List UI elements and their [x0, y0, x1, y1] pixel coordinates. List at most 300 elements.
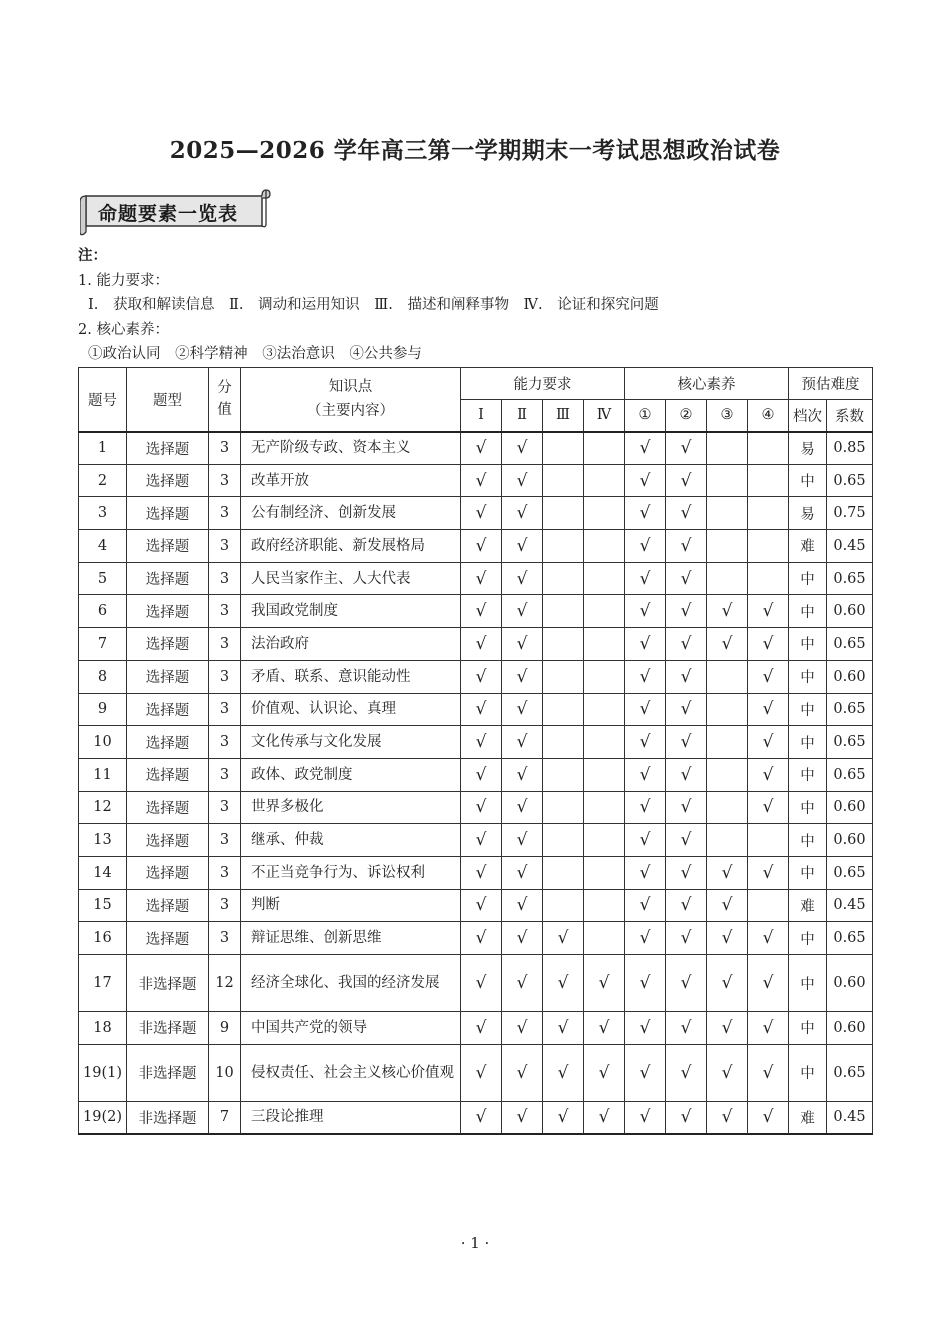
cell-ability-4: √ [584, 1012, 625, 1045]
cell-ability-4 [584, 628, 625, 661]
cell-ability-1: √ [461, 464, 502, 497]
cell-level: 中 [789, 922, 827, 955]
cell-ability-2: √ [502, 464, 543, 497]
cell-num: 19(1) [79, 1044, 127, 1101]
cell-literacy-1: √ [625, 595, 666, 628]
cell-ability-2: √ [502, 595, 543, 628]
cell-ability-1: √ [461, 856, 502, 889]
cell-literacy-3: √ [707, 1012, 748, 1045]
cell-type: 选择题 [127, 628, 209, 661]
cell-level: 中 [789, 856, 827, 889]
cell-score: 3 [209, 824, 241, 857]
cell-coef: 0.75 [827, 497, 873, 530]
cell-literacy-2: √ [666, 955, 707, 1012]
cell-ability-4 [584, 530, 625, 563]
banner-label: 命题要素一览表 [98, 203, 239, 225]
table-row [79, 726, 873, 759]
cell-knowledge: 三段论推理 [241, 1101, 461, 1134]
cell-level: 中 [789, 726, 827, 759]
table-row [79, 791, 873, 824]
cell-score: 12 [209, 955, 241, 1012]
cell-ability-1: √ [461, 595, 502, 628]
cell-level: 中 [789, 1012, 827, 1045]
cell-literacy-4: √ [748, 595, 789, 628]
cell-ability-3: √ [543, 1012, 584, 1045]
cell-coef: 0.60 [827, 595, 873, 628]
table-row [79, 1044, 873, 1101]
cell-score: 3 [209, 464, 241, 497]
cell-level: 中 [789, 758, 827, 791]
cell-score: 3 [209, 856, 241, 889]
cell-score: 3 [209, 628, 241, 661]
cell-score: 3 [209, 922, 241, 955]
table-row [79, 693, 873, 726]
cell-literacy-2: √ [666, 922, 707, 955]
cell-ability-2: √ [502, 432, 543, 465]
table-row [79, 660, 873, 693]
cell-coef: 0.60 [827, 791, 873, 824]
cell-coef: 0.60 [827, 955, 873, 1012]
cell-literacy-3: √ [707, 595, 748, 628]
cell-coef: 0.85 [827, 432, 873, 465]
table-row [79, 922, 873, 955]
cell-coef: 0.45 [827, 1101, 873, 1134]
cell-literacy-3 [707, 464, 748, 497]
cell-coef: 0.65 [827, 562, 873, 595]
header-knowledge-label: 知识点 [328, 379, 373, 396]
cell-type: 选择题 [127, 726, 209, 759]
cell-ability-3: √ [543, 922, 584, 955]
cell-score: 9 [209, 1012, 241, 1045]
table-row [79, 562, 873, 595]
cell-type: 选择题 [127, 530, 209, 563]
cell-literacy-4 [748, 464, 789, 497]
cell-literacy-2: √ [666, 693, 707, 726]
cell-level: 中 [789, 464, 827, 497]
cell-literacy-1: √ [625, 922, 666, 955]
cell-type: 选择题 [127, 595, 209, 628]
cell-ability-2: √ [502, 889, 543, 922]
cell-literacy-2: √ [666, 824, 707, 857]
cell-literacy-2: √ [666, 726, 707, 759]
cell-ability-3 [543, 432, 584, 465]
cell-literacy-4: √ [748, 1044, 789, 1101]
cell-score: 3 [209, 595, 241, 628]
cell-literacy-2: √ [666, 1044, 707, 1101]
cell-ability-4: √ [584, 1044, 625, 1101]
cell-level: 中 [789, 824, 827, 857]
cell-coef: 0.65 [827, 758, 873, 791]
cell-num: 3 [79, 497, 127, 530]
table-row [79, 432, 873, 465]
cell-ability-2: √ [502, 1012, 543, 1045]
cell-coef: 0.60 [827, 1012, 873, 1045]
section-banner [80, 188, 272, 236]
cell-num: 6 [79, 595, 127, 628]
cell-type: 选择题 [127, 464, 209, 497]
cell-literacy-2: √ [666, 628, 707, 661]
cell-literacy-2: √ [666, 856, 707, 889]
table-row [79, 1101, 873, 1134]
cell-ability-2: √ [502, 824, 543, 857]
cell-num: 13 [79, 824, 127, 857]
cell-ability-4: √ [584, 955, 625, 1012]
cell-ability-4 [584, 922, 625, 955]
table-row [79, 464, 873, 497]
cell-literacy-1: √ [625, 693, 666, 726]
table-row [79, 758, 873, 791]
cell-knowledge: 法治政府 [241, 628, 461, 661]
cell-ability-2: √ [502, 856, 543, 889]
cell-coef: 0.65 [827, 922, 873, 955]
cell-knowledge: 改革开放 [241, 464, 461, 497]
cell-coef: 0.60 [827, 660, 873, 693]
cell-literacy-4 [748, 562, 789, 595]
header-ability: 能力要求 [461, 368, 625, 400]
cell-level: 难 [789, 530, 827, 563]
cell-literacy-3: √ [707, 856, 748, 889]
cell-num: 14 [79, 856, 127, 889]
cell-literacy-4: √ [748, 791, 789, 824]
cell-ability-1: √ [461, 726, 502, 759]
cell-ability-2: √ [502, 497, 543, 530]
cell-ability-4 [584, 726, 625, 759]
cell-literacy-4: √ [748, 955, 789, 1012]
cell-literacy-3: √ [707, 1044, 748, 1101]
cell-literacy-1: √ [625, 1012, 666, 1045]
cell-score: 3 [209, 530, 241, 563]
cell-literacy-1: √ [625, 1044, 666, 1101]
cell-ability-1: √ [461, 758, 502, 791]
cell-literacy-4: √ [748, 1012, 789, 1045]
cell-knowledge: 价值观、认识论、真理 [241, 693, 461, 726]
cell-knowledge: 政府经济职能、新发展格局 [241, 530, 461, 563]
cell-ability-3: √ [543, 955, 584, 1012]
cell-knowledge: 世界多极化 [241, 791, 461, 824]
header-difficulty: 预估难度 [789, 368, 873, 400]
cell-score: 3 [209, 693, 241, 726]
cell-num: 12 [79, 791, 127, 824]
cell-ability-2: √ [502, 628, 543, 661]
cell-literacy-4: √ [748, 660, 789, 693]
cell-num: 18 [79, 1012, 127, 1045]
cell-literacy-1: √ [625, 660, 666, 693]
cell-ability-4 [584, 889, 625, 922]
cell-ability-3 [543, 889, 584, 922]
literacy-items: ①政治认同 ②科学精神 ③法治意识 ④公共参与 [88, 346, 422, 362]
table-row [79, 824, 873, 857]
cell-type: 选择题 [127, 497, 209, 530]
cell-literacy-1: √ [625, 1101, 666, 1134]
cell-literacy-3: √ [707, 955, 748, 1012]
cell-literacy-2: √ [666, 1012, 707, 1045]
cell-ability-3 [543, 726, 584, 759]
cell-ability-3 [543, 595, 584, 628]
cell-level: 中 [789, 955, 827, 1012]
cell-literacy-1: √ [625, 726, 666, 759]
cell-knowledge: 中国共产党的领导 [241, 1012, 461, 1045]
cell-ability-1: √ [461, 660, 502, 693]
cell-literacy-1: √ [625, 758, 666, 791]
cell-score: 3 [209, 432, 241, 465]
cell-num: 1 [79, 432, 127, 465]
cell-ability-2: √ [502, 922, 543, 955]
cell-ability-4 [584, 758, 625, 791]
cell-ability-2: √ [502, 562, 543, 595]
header-literacy-col: ④ [748, 400, 789, 432]
cell-ability-3 [543, 660, 584, 693]
cell-ability-1: √ [461, 791, 502, 824]
cell-ability-1: √ [461, 889, 502, 922]
cell-ability-4 [584, 497, 625, 530]
cell-literacy-4 [748, 530, 789, 563]
cell-num: 15 [79, 889, 127, 922]
cell-knowledge: 文化传承与文化发展 [241, 726, 461, 759]
header-knowledge-sub: （主要内容） [307, 403, 394, 420]
notes-section [78, 244, 659, 367]
cell-level: 难 [789, 889, 827, 922]
cell-type: 选择题 [127, 693, 209, 726]
cell-knowledge: 继承、仲裁 [241, 824, 461, 857]
cell-num: 5 [79, 562, 127, 595]
cell-literacy-2: √ [666, 530, 707, 563]
cell-literacy-2: √ [666, 660, 707, 693]
cell-literacy-3 [707, 562, 748, 595]
cell-type: 选择题 [127, 562, 209, 595]
cell-ability-2: √ [502, 660, 543, 693]
cell-coef: 0.45 [827, 889, 873, 922]
cell-ability-3 [543, 628, 584, 661]
cell-literacy-4: √ [748, 856, 789, 889]
cell-literacy-3 [707, 726, 748, 759]
cell-ability-3 [543, 530, 584, 563]
cell-literacy-1: √ [625, 432, 666, 465]
cell-level: 中 [789, 562, 827, 595]
cell-ability-4 [584, 791, 625, 824]
cell-literacy-3 [707, 758, 748, 791]
cell-ability-3 [543, 464, 584, 497]
cell-literacy-2: √ [666, 791, 707, 824]
table-row [79, 595, 873, 628]
cell-score: 3 [209, 791, 241, 824]
table-row [79, 889, 873, 922]
cell-ability-1: √ [461, 824, 502, 857]
cell-num: 8 [79, 660, 127, 693]
cell-ability-1: √ [461, 693, 502, 726]
cell-literacy-3 [707, 693, 748, 726]
cell-literacy-1: √ [625, 497, 666, 530]
cell-ability-2: √ [502, 758, 543, 791]
cell-knowledge: 侵权责任、社会主义核心价值观 [241, 1044, 461, 1101]
cell-ability-3 [543, 824, 584, 857]
cell-ability-3: √ [543, 1044, 584, 1101]
cell-type: 非选择题 [127, 955, 209, 1012]
cell-ability-2: √ [502, 791, 543, 824]
cell-literacy-3 [707, 432, 748, 465]
cell-literacy-1: √ [625, 530, 666, 563]
cell-knowledge: 不正当竞争行为、诉讼权利 [241, 856, 461, 889]
cell-ability-3 [543, 693, 584, 726]
cell-score: 3 [209, 497, 241, 530]
cell-literacy-3: √ [707, 628, 748, 661]
cell-level: 中 [789, 1044, 827, 1101]
cell-ability-4 [584, 464, 625, 497]
cell-score: 3 [209, 758, 241, 791]
cell-ability-3 [543, 791, 584, 824]
cell-type: 选择题 [127, 758, 209, 791]
header-ability-col: Ⅱ [502, 400, 543, 432]
cell-ability-3 [543, 497, 584, 530]
cell-level: 易 [789, 432, 827, 465]
table-row [79, 530, 873, 563]
cell-ability-1: √ [461, 1101, 502, 1134]
literacy-heading: 2. 核心素养： [78, 321, 169, 338]
cell-literacy-2: √ [666, 497, 707, 530]
cell-ability-2: √ [502, 1044, 543, 1101]
cell-literacy-1: √ [625, 889, 666, 922]
cell-ability-4 [584, 693, 625, 726]
cell-literacy-4 [748, 497, 789, 530]
cell-literacy-1: √ [625, 856, 666, 889]
cell-ability-1: √ [461, 1044, 502, 1101]
header-literacy-col: ① [625, 400, 666, 432]
cell-type: 选择题 [127, 889, 209, 922]
cell-type: 选择题 [127, 856, 209, 889]
cell-ability-2: √ [502, 726, 543, 759]
cell-type: 非选择题 [127, 1012, 209, 1045]
cell-literacy-2: √ [666, 889, 707, 922]
cell-type: 选择题 [127, 660, 209, 693]
cell-score: 3 [209, 562, 241, 595]
cell-num: 19(2) [79, 1101, 127, 1134]
cell-ability-2: √ [502, 1101, 543, 1134]
cell-knowledge: 我国政党制度 [241, 595, 461, 628]
cell-literacy-3 [707, 497, 748, 530]
cell-level: 中 [789, 693, 827, 726]
cell-level: 中 [789, 791, 827, 824]
cell-knowledge: 判断 [241, 889, 461, 922]
table-row [79, 856, 873, 889]
cell-literacy-4: √ [748, 628, 789, 661]
cell-literacy-1: √ [625, 955, 666, 1012]
cell-literacy-4 [748, 824, 789, 857]
cell-ability-4 [584, 660, 625, 693]
cell-literacy-3: √ [707, 922, 748, 955]
table-row [79, 955, 873, 1012]
cell-ability-4 [584, 595, 625, 628]
cell-ability-1: √ [461, 530, 502, 563]
header-ability-col: Ⅰ [461, 400, 502, 432]
cell-knowledge: 无产阶级专政、资本主义 [241, 432, 461, 465]
table-row [79, 1012, 873, 1045]
cell-literacy-3 [707, 660, 748, 693]
cell-literacy-3 [707, 791, 748, 824]
cell-score: 10 [209, 1044, 241, 1101]
cell-ability-1: √ [461, 922, 502, 955]
cell-literacy-2: √ [666, 464, 707, 497]
cell-ability-2: √ [502, 955, 543, 1012]
cell-literacy-2: √ [666, 432, 707, 465]
cell-knowledge: 政体、政党制度 [241, 758, 461, 791]
header-ability-col: Ⅲ [543, 400, 584, 432]
cell-level: 易 [789, 497, 827, 530]
cell-coef: 0.65 [827, 464, 873, 497]
cell-score: 7 [209, 1101, 241, 1134]
cell-ability-1: √ [461, 628, 502, 661]
cell-coef: 0.45 [827, 530, 873, 563]
table-row [79, 497, 873, 530]
ability-heading: 1. 能力要求： [78, 272, 169, 289]
cell-literacy-2: √ [666, 562, 707, 595]
cell-literacy-1: √ [625, 628, 666, 661]
cell-ability-4 [584, 432, 625, 465]
page-title: 2025—2026 学年高三第一学期期末一考试思想政治试卷 [169, 137, 781, 164]
cell-ability-1: √ [461, 432, 502, 465]
cell-num: 4 [79, 530, 127, 563]
cell-num: 11 [79, 758, 127, 791]
cell-ability-2: √ [502, 693, 543, 726]
cell-literacy-1: √ [625, 824, 666, 857]
cell-num: 16 [79, 922, 127, 955]
header-level: 档次 [789, 400, 827, 432]
cell-level: 中 [789, 628, 827, 661]
cell-coef: 0.65 [827, 726, 873, 759]
header-literacy-col: ② [666, 400, 707, 432]
cell-type: 非选择题 [127, 1101, 209, 1134]
cell-ability-3 [543, 856, 584, 889]
cell-coef: 0.65 [827, 1044, 873, 1101]
cell-num: 9 [79, 693, 127, 726]
cell-literacy-3: √ [707, 889, 748, 922]
page-number: · 1 · [460, 1234, 490, 1252]
header-score: 分值 [209, 368, 241, 432]
header-ability-col: Ⅳ [584, 400, 625, 432]
cell-num: 10 [79, 726, 127, 759]
spec-table [78, 367, 873, 1135]
cell-ability-3 [543, 758, 584, 791]
header-type: 题型 [127, 368, 209, 432]
header-num: 题号 [79, 368, 127, 432]
cell-literacy-1: √ [625, 562, 666, 595]
header-coef: 系数 [827, 400, 873, 432]
cell-literacy-4: √ [748, 758, 789, 791]
cell-ability-1: √ [461, 497, 502, 530]
cell-literacy-3 [707, 530, 748, 563]
cell-type: 选择题 [127, 791, 209, 824]
cell-literacy-4: √ [748, 922, 789, 955]
cell-score: 3 [209, 889, 241, 922]
cell-num: 2 [79, 464, 127, 497]
cell-literacy-4 [748, 889, 789, 922]
ability-items: Ⅰ. 获取和解读信息 Ⅱ. 调动和运用知识 Ⅲ. 描述和阐释事物 Ⅳ. 论证和探究问题 [88, 297, 659, 313]
cell-literacy-3: √ [707, 1101, 748, 1134]
cell-coef: 0.65 [827, 856, 873, 889]
cell-literacy-4: √ [748, 726, 789, 759]
cell-knowledge: 辩证思维、创新思维 [241, 922, 461, 955]
table-row [79, 628, 873, 661]
cell-coef: 0.65 [827, 628, 873, 661]
cell-score: 3 [209, 726, 241, 759]
cell-ability-2: √ [502, 530, 543, 563]
cell-num: 7 [79, 628, 127, 661]
cell-knowledge: 矛盾、联系、意识能动性 [241, 660, 461, 693]
cell-type: 非选择题 [127, 1044, 209, 1101]
cell-type: 选择题 [127, 922, 209, 955]
cell-ability-4 [584, 562, 625, 595]
cell-level: 难 [789, 1101, 827, 1134]
cell-literacy-2: √ [666, 1101, 707, 1134]
cell-literacy-4: √ [748, 693, 789, 726]
